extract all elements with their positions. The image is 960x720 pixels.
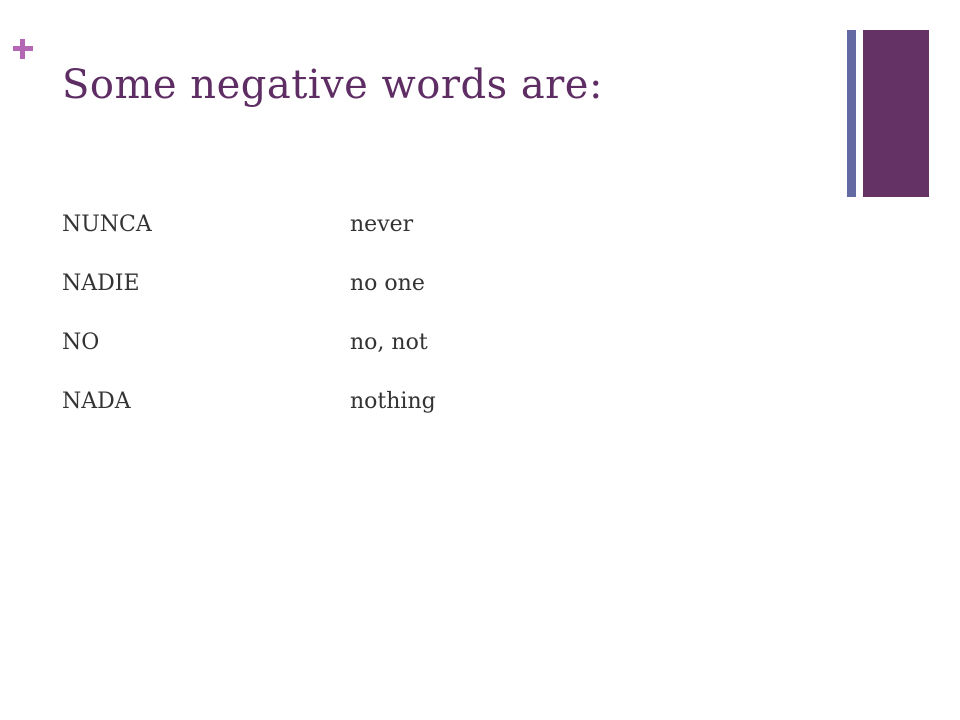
- vocabulary-row: [62, 389, 482, 448]
- vocabulary-row: [62, 330, 482, 389]
- vocabulary-row: [62, 212, 482, 271]
- vocabulary-row: [62, 271, 482, 330]
- vocabulary-meaning: no one: [350, 271, 425, 296]
- vocabulary-term: NO: [62, 330, 100, 355]
- slide-title: Some negative words are:: [62, 62, 603, 108]
- vocabulary-list: [62, 212, 482, 448]
- vocabulary-term: NUNCA: [62, 212, 152, 237]
- vocabulary-meaning: nothing: [350, 389, 436, 414]
- vocabulary-term: NADA: [62, 389, 131, 414]
- decorative-bar-thin: [847, 30, 856, 197]
- vocabulary-term: NADIE: [62, 271, 140, 296]
- vocabulary-meaning: never: [350, 212, 414, 237]
- decorative-bar-wide: [863, 30, 929, 197]
- plus-icon: [10, 36, 36, 62]
- vocabulary-meaning: no, not: [350, 330, 428, 355]
